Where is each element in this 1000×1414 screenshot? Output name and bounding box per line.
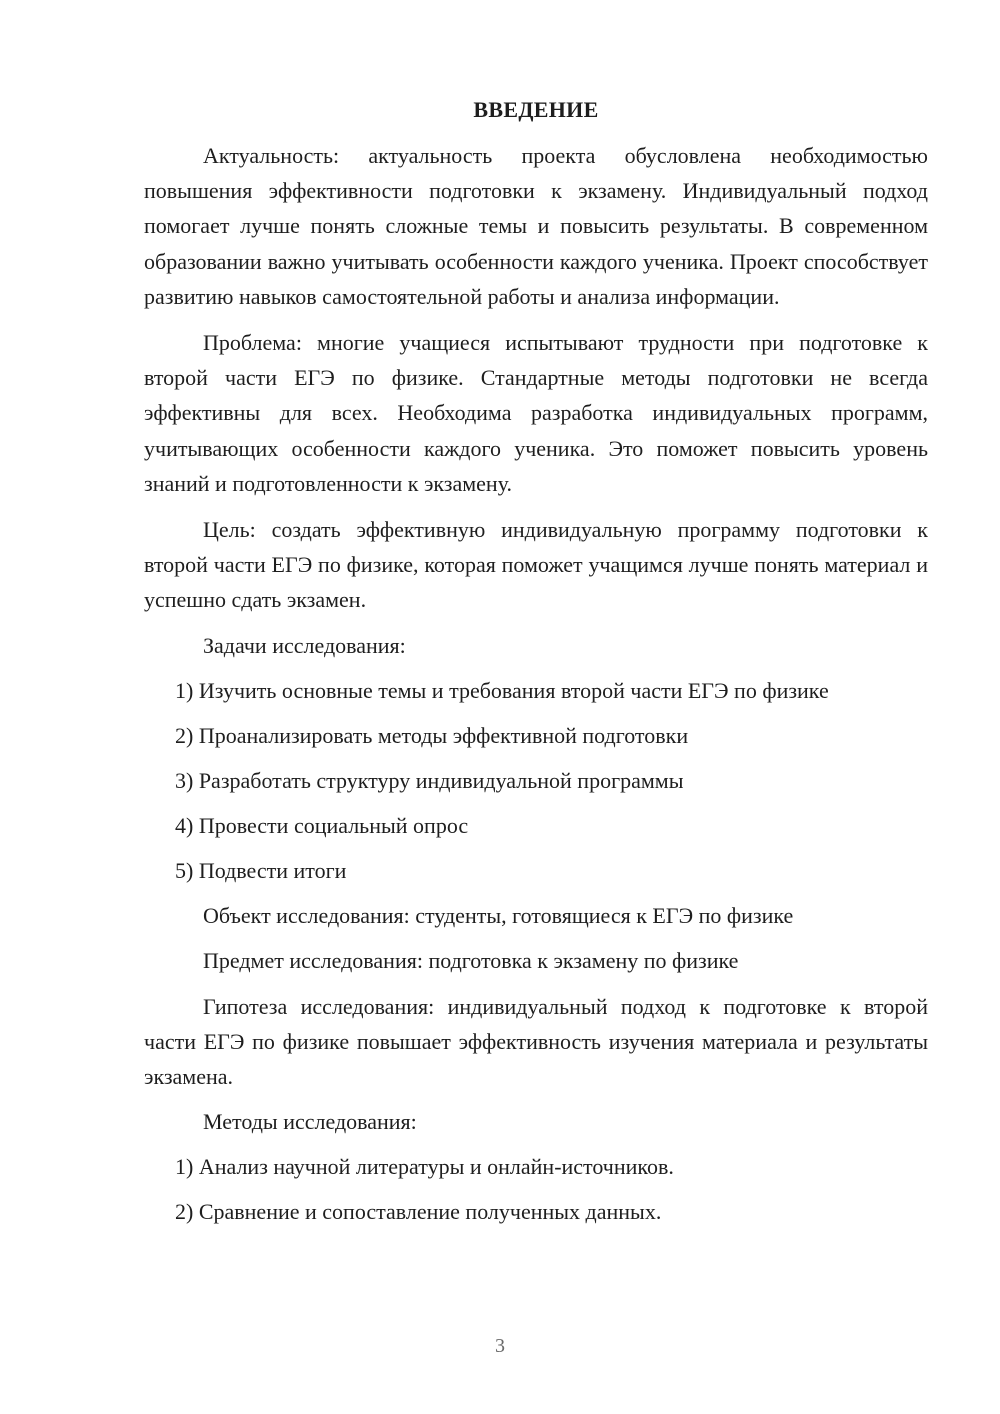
document-page bbox=[144, 93, 928, 1229]
object-paragraph: Объект исследования: студенты, готовящиеся к ЕГЭ по физике bbox=[203, 902, 794, 928]
relevance-paragraph: Актуальность: актуальность проекта обусловлена необходимостью повышения эффективности подготовки к экзамену. Индивидуальный подход помогает лучше понять сложные темы и повысить результаты. В современном образовании важно учитывать особенности каждого ученика. Проект способствует развитию навыков самостоятельной работы и анализа информации. bbox=[144, 143, 928, 309]
subject-paragraph: Предмет исследования: подготовка к экзамену по физике bbox=[203, 947, 739, 973]
goal-paragraph: Цель: создать эффективную индивидуальную программу подготовки к второй части ЕГЭ по физике, которая поможет учащимся лучше понять материал и успешно сдать экзамен. bbox=[144, 517, 928, 613]
list-item: 4) Провести социальный опрос bbox=[175, 812, 469, 838]
list-item: 5) Подвести итоги bbox=[175, 857, 347, 883]
list-item: 3) Разработать структуру индивидуальной программы bbox=[175, 767, 684, 793]
problem-paragraph: Проблема: многие учащиеся испытывают трудности при подготовке к второй части ЕГЭ по физике. Стандартные методы подготовки не всегда эффективны для всех. Необходима разработка индивидуальных программ, учитывающих особенности каждого ученика. Это поможет повысить уровень знаний и подготовленности к экзамену. bbox=[144, 330, 928, 496]
page-number: 3 bbox=[495, 1335, 505, 1357]
methods-heading: Методы исследования: bbox=[203, 1109, 417, 1135]
tasks-list bbox=[144, 674, 928, 888]
list-item: 2) Сравнение и сопоставление полученных данных. bbox=[175, 1199, 662, 1225]
list-item: 1) Изучить основные темы и требования второй части ЕГЭ по физике bbox=[175, 677, 829, 703]
list-item: 2) Проанализировать методы эффективной подготовки bbox=[175, 722, 689, 748]
hypothesis-paragraph: Гипотеза исследования: индивидуальный подход к подготовке к второй части ЕГЭ по физике повышает эффективность изучения материала и результаты экзамена. bbox=[144, 993, 928, 1090]
list-item: 1) Анализ научной литературы и онлайн-источников. bbox=[175, 1154, 674, 1180]
tasks-heading: Задачи исследования: bbox=[203, 632, 406, 658]
methods-list bbox=[144, 1150, 928, 1229]
section-title: ВВЕДЕНИЕ bbox=[473, 97, 599, 122]
